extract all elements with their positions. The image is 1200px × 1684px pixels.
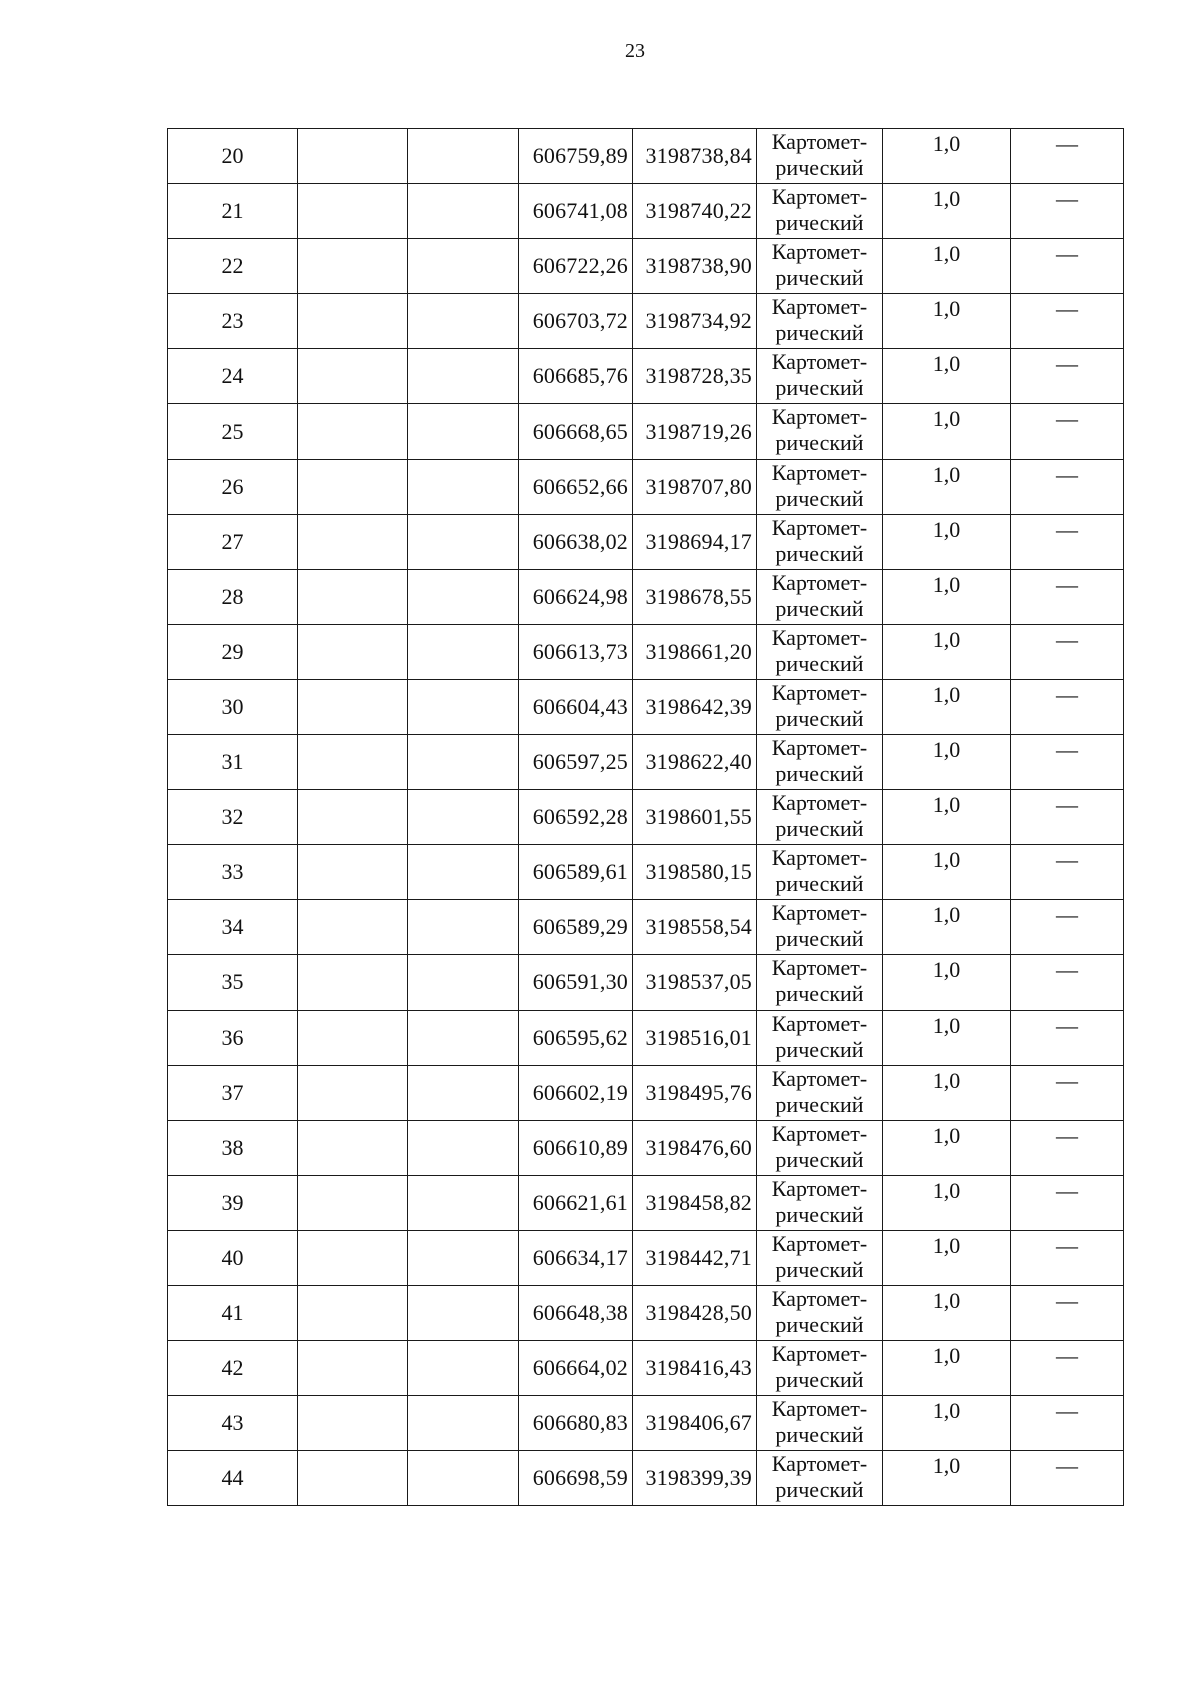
empty-cell (298, 679, 408, 734)
note-cell: — (1011, 1396, 1124, 1451)
table-row (168, 184, 1124, 239)
empty-cell (408, 1451, 519, 1506)
table-row (168, 294, 1124, 349)
empty-cell (408, 569, 519, 624)
accuracy-cell: 1,0 (883, 294, 1011, 349)
x-coordinate-cell: 606589,29 (519, 900, 633, 955)
point-number-cell: 25 (168, 404, 298, 459)
y-coordinate-cell: 3198738,90 (633, 239, 757, 294)
y-coordinate-cell: 3198694,17 (633, 514, 757, 569)
method-cell (757, 514, 883, 569)
empty-cell (408, 184, 519, 239)
empty-cell (298, 404, 408, 459)
accuracy-cell: 1,0 (883, 1230, 1011, 1285)
accuracy-cell: 1,0 (883, 790, 1011, 845)
accuracy-cell: 1,0 (883, 349, 1011, 404)
x-coordinate-cell: 606589,61 (519, 845, 633, 900)
note-cell: — (1011, 679, 1124, 734)
accuracy-cell: 1,0 (883, 1120, 1011, 1175)
accuracy-cell: 1,0 (883, 404, 1011, 459)
table-row (168, 239, 1124, 294)
accuracy-cell: 1,0 (883, 1451, 1011, 1506)
x-coordinate-cell: 606592,28 (519, 790, 633, 845)
note-cell: — (1011, 239, 1124, 294)
method-text-line: рический (775, 1367, 864, 1393)
method-text-line: Картомет- (771, 129, 868, 154)
method-cell (757, 955, 883, 1010)
empty-cell (408, 404, 519, 459)
method-cell (757, 129, 883, 184)
empty-cell (298, 1230, 408, 1285)
method-cell (757, 294, 883, 349)
method-text-line: рический (775, 1256, 864, 1282)
method-text-line: рический (775, 1201, 864, 1227)
x-coordinate-cell: 606613,73 (519, 624, 633, 679)
y-coordinate-cell: 3198558,54 (633, 900, 757, 955)
empty-cell (298, 900, 408, 955)
method-cell (757, 624, 883, 679)
page-number: 23 (625, 40, 645, 62)
coordinates-table (167, 128, 1124, 1506)
note-cell: — (1011, 294, 1124, 349)
x-coordinate-cell: 606624,98 (519, 569, 633, 624)
method-cell (757, 790, 883, 845)
method-text-line: Картомет- (771, 349, 868, 375)
method-cell (757, 1341, 883, 1396)
empty-cell (298, 459, 408, 514)
table-row (168, 735, 1124, 790)
table-row (168, 129, 1124, 184)
table-row (168, 1285, 1124, 1340)
method-text-line: Картомет- (771, 569, 868, 595)
empty-cell (408, 1341, 519, 1396)
x-coordinate-cell: 606621,61 (519, 1175, 633, 1230)
accuracy-cell: 1,0 (883, 735, 1011, 790)
x-coordinate-cell: 606680,83 (519, 1396, 633, 1451)
x-coordinate-cell: 606703,72 (519, 294, 633, 349)
table-row (168, 349, 1124, 404)
empty-cell (298, 790, 408, 845)
method-cell (757, 1065, 883, 1120)
accuracy-cell: 1,0 (883, 955, 1011, 1010)
point-number-cell: 38 (168, 1120, 298, 1175)
y-coordinate-cell: 3198428,50 (633, 1285, 757, 1340)
method-text-line: Картомет- (771, 900, 868, 926)
empty-cell (408, 239, 519, 294)
y-coordinate-cell: 3198516,01 (633, 1010, 757, 1065)
accuracy-cell: 1,0 (883, 1341, 1011, 1396)
method-text-line: рический (775, 1146, 864, 1172)
x-coordinate-cell: 606685,76 (519, 349, 633, 404)
y-coordinate-cell: 3198476,60 (633, 1120, 757, 1175)
method-text-line: рический (775, 1422, 864, 1448)
table-row (168, 514, 1124, 569)
empty-cell (298, 129, 408, 184)
method-text-line: рический (775, 816, 864, 842)
method-text-line: Картомет- (771, 679, 868, 705)
empty-cell (298, 184, 408, 239)
y-coordinate-cell: 3198580,15 (633, 845, 757, 900)
x-coordinate-cell: 606610,89 (519, 1120, 633, 1175)
table-row (168, 459, 1124, 514)
empty-cell (408, 129, 519, 184)
note-cell: — (1011, 514, 1124, 569)
method-text-line: Картомет- (771, 1285, 868, 1311)
x-coordinate-cell: 606652,66 (519, 459, 633, 514)
method-text-line: рический (775, 375, 864, 401)
table-row (168, 900, 1124, 955)
empty-cell (298, 294, 408, 349)
x-coordinate-cell: 606595,62 (519, 1010, 633, 1065)
empty-cell (408, 1010, 519, 1065)
accuracy-cell: 1,0 (883, 184, 1011, 239)
method-text-line: рический (775, 1091, 864, 1117)
empty-cell (298, 1396, 408, 1451)
accuracy-cell: 1,0 (883, 129, 1011, 184)
method-cell (757, 569, 883, 624)
accuracy-cell: 1,0 (883, 900, 1011, 955)
point-number-cell: 41 (168, 1285, 298, 1340)
empty-cell (298, 955, 408, 1010)
x-coordinate-cell: 606668,65 (519, 404, 633, 459)
y-coordinate-cell: 3198738,84 (633, 129, 757, 184)
method-text-line: Картомет- (771, 1341, 868, 1367)
method-text-line: рический (775, 485, 864, 511)
method-cell (757, 845, 883, 900)
x-coordinate-cell: 606664,02 (519, 1341, 633, 1396)
x-coordinate-cell: 606638,02 (519, 514, 633, 569)
empty-cell (408, 294, 519, 349)
note-cell: — (1011, 790, 1124, 845)
method-text-line: Картомет- (771, 955, 868, 981)
empty-cell (298, 735, 408, 790)
empty-cell (408, 1285, 519, 1340)
point-number-cell: 22 (168, 239, 298, 294)
method-text-line: рический (775, 705, 864, 731)
method-text-line: Картомет- (771, 459, 868, 485)
accuracy-cell: 1,0 (883, 1285, 1011, 1340)
empty-cell (408, 1065, 519, 1120)
accuracy-cell: 1,0 (883, 624, 1011, 679)
method-text-line: Картомет- (771, 294, 868, 320)
empty-cell (298, 349, 408, 404)
method-text-line: Картомет- (771, 1230, 868, 1256)
method-cell (757, 404, 883, 459)
accuracy-cell: 1,0 (883, 459, 1011, 514)
note-cell: — (1011, 404, 1124, 459)
point-number-cell: 37 (168, 1065, 298, 1120)
method-cell (757, 679, 883, 734)
note-cell: — (1011, 1065, 1124, 1120)
note-cell: — (1011, 1120, 1124, 1175)
point-number-cell: 39 (168, 1175, 298, 1230)
empty-cell (408, 349, 519, 404)
method-text-line: рический (775, 1036, 864, 1062)
method-text-line: рический (775, 981, 864, 1007)
method-cell (757, 1230, 883, 1285)
y-coordinate-cell: 3198458,82 (633, 1175, 757, 1230)
point-number-cell: 20 (168, 129, 298, 184)
x-coordinate-cell: 606597,25 (519, 735, 633, 790)
empty-cell (408, 900, 519, 955)
point-number-cell: 27 (168, 514, 298, 569)
y-coordinate-cell: 3198678,55 (633, 569, 757, 624)
method-text-line: Картомет- (771, 735, 868, 761)
point-number-cell: 44 (168, 1451, 298, 1506)
method-text-line: Картомет- (771, 1010, 868, 1036)
y-coordinate-cell: 3198622,40 (633, 735, 757, 790)
accuracy-cell: 1,0 (883, 1396, 1011, 1451)
method-text-line: Картомет- (771, 239, 868, 265)
x-coordinate-cell: 606602,19 (519, 1065, 633, 1120)
method-text-line: рический (775, 761, 864, 787)
note-cell: — (1011, 1341, 1124, 1396)
table-row (168, 1230, 1124, 1285)
method-text-line: рический (775, 926, 864, 952)
method-text-line: Картомет- (771, 624, 868, 650)
point-number-cell: 43 (168, 1396, 298, 1451)
method-cell (757, 349, 883, 404)
table-row (168, 404, 1124, 459)
table-row (168, 679, 1124, 734)
note-cell: — (1011, 624, 1124, 679)
empty-cell (408, 1396, 519, 1451)
y-coordinate-cell: 3198719,26 (633, 404, 757, 459)
method-cell (757, 1451, 883, 1506)
accuracy-cell: 1,0 (883, 1010, 1011, 1065)
empty-cell (408, 1230, 519, 1285)
accuracy-cell: 1,0 (883, 1065, 1011, 1120)
empty-cell (408, 679, 519, 734)
x-coordinate-cell: 606722,26 (519, 239, 633, 294)
y-coordinate-cell: 3198442,71 (633, 1230, 757, 1285)
note-cell: — (1011, 1285, 1124, 1340)
empty-cell (408, 845, 519, 900)
method-cell (757, 459, 883, 514)
note-cell: — (1011, 955, 1124, 1010)
empty-cell (298, 1120, 408, 1175)
empty-cell (298, 239, 408, 294)
point-number-cell: 31 (168, 735, 298, 790)
note-cell: — (1011, 1175, 1124, 1230)
y-coordinate-cell: 3198537,05 (633, 955, 757, 1010)
y-coordinate-cell: 3198707,80 (633, 459, 757, 514)
empty-cell (298, 514, 408, 569)
point-number-cell: 34 (168, 900, 298, 955)
table-body (168, 129, 1124, 1506)
empty-cell (298, 1175, 408, 1230)
point-number-cell: 40 (168, 1230, 298, 1285)
x-coordinate-cell: 606634,17 (519, 1230, 633, 1285)
empty-cell (298, 1285, 408, 1340)
point-number-cell: 21 (168, 184, 298, 239)
point-number-cell: 30 (168, 679, 298, 734)
table-row (168, 1065, 1124, 1120)
point-number-cell: 33 (168, 845, 298, 900)
point-number-cell: 32 (168, 790, 298, 845)
x-coordinate-cell: 606648,38 (519, 1285, 633, 1340)
x-coordinate-cell: 606698,59 (519, 1451, 633, 1506)
method-text-line: рический (775, 265, 864, 291)
method-text-line: рический (775, 650, 864, 676)
x-coordinate-cell: 606591,30 (519, 955, 633, 1010)
method-text-line: Картомет- (771, 1175, 868, 1201)
note-cell: — (1011, 184, 1124, 239)
method-text-line: рический (775, 871, 864, 897)
table-row (168, 1175, 1124, 1230)
method-cell (757, 1120, 883, 1175)
method-cell (757, 1396, 883, 1451)
method-text-line: рический (775, 210, 864, 236)
empty-cell (408, 1120, 519, 1175)
accuracy-cell: 1,0 (883, 845, 1011, 900)
y-coordinate-cell: 3198406,67 (633, 1396, 757, 1451)
table-row (168, 1010, 1124, 1065)
empty-cell (298, 1010, 408, 1065)
empty-cell (408, 624, 519, 679)
note-cell: — (1011, 1010, 1124, 1065)
table-row (168, 790, 1124, 845)
point-number-cell: 42 (168, 1341, 298, 1396)
accuracy-cell: 1,0 (883, 679, 1011, 734)
point-number-cell: 28 (168, 569, 298, 624)
y-coordinate-cell: 3198601,55 (633, 790, 757, 845)
note-cell: — (1011, 735, 1124, 790)
table-row (168, 1451, 1124, 1506)
accuracy-cell: 1,0 (883, 1175, 1011, 1230)
method-text-line: Картомет- (771, 514, 868, 540)
method-text-line: Картомет- (771, 790, 868, 816)
empty-cell (408, 735, 519, 790)
method-text-line: Картомет- (771, 1451, 868, 1477)
point-number-cell: 23 (168, 294, 298, 349)
y-coordinate-cell: 3198399,39 (633, 1451, 757, 1506)
method-cell (757, 1175, 883, 1230)
method-text-line: рический (775, 155, 864, 180)
note-cell: — (1011, 1451, 1124, 1506)
table-row (168, 1120, 1124, 1175)
note-cell: — (1011, 845, 1124, 900)
table-row (168, 569, 1124, 624)
accuracy-cell: 1,0 (883, 569, 1011, 624)
table-row (168, 1341, 1124, 1396)
method-text-line: рический (775, 320, 864, 346)
method-text-line: рический (775, 430, 864, 456)
empty-cell (298, 624, 408, 679)
method-text-line: Картомет- (771, 404, 868, 430)
point-number-cell: 35 (168, 955, 298, 1010)
x-coordinate-cell: 606741,08 (519, 184, 633, 239)
empty-cell (408, 790, 519, 845)
empty-cell (408, 459, 519, 514)
method-cell (757, 1010, 883, 1065)
empty-cell (298, 1065, 408, 1120)
empty-cell (298, 1451, 408, 1506)
method-text-line: Картомет- (771, 845, 868, 871)
y-coordinate-cell: 3198642,39 (633, 679, 757, 734)
y-coordinate-cell: 3198416,43 (633, 1341, 757, 1396)
method-text-line: Картомет- (771, 1396, 868, 1422)
empty-cell (298, 569, 408, 624)
method-cell (757, 900, 883, 955)
empty-cell (408, 514, 519, 569)
empty-cell (298, 845, 408, 900)
accuracy-cell: 1,0 (883, 514, 1011, 569)
point-number-cell: 26 (168, 459, 298, 514)
table-row (168, 845, 1124, 900)
table-row (168, 955, 1124, 1010)
method-cell (757, 184, 883, 239)
method-text-line: Картомет- (771, 184, 868, 210)
note-cell: — (1011, 459, 1124, 514)
method-cell (757, 1285, 883, 1340)
x-coordinate-cell: 606759,89 (519, 129, 633, 184)
method-text-line: рический (775, 540, 864, 566)
method-text-line: рический (775, 595, 864, 621)
x-coordinate-cell: 606604,43 (519, 679, 633, 734)
point-number-cell: 36 (168, 1010, 298, 1065)
method-text-line: рический (775, 1311, 864, 1337)
method-text-line: Картомет- (771, 1120, 868, 1146)
point-number-cell: 24 (168, 349, 298, 404)
accuracy-cell: 1,0 (883, 239, 1011, 294)
note-cell: — (1011, 129, 1124, 184)
empty-cell (408, 955, 519, 1010)
point-number-cell: 29 (168, 624, 298, 679)
y-coordinate-cell: 3198734,92 (633, 294, 757, 349)
table-row (168, 1396, 1124, 1451)
empty-cell (298, 1341, 408, 1396)
table-row (168, 624, 1124, 679)
note-cell: — (1011, 569, 1124, 624)
note-cell: — (1011, 900, 1124, 955)
method-text-line: рический (775, 1477, 864, 1503)
note-cell: — (1011, 349, 1124, 404)
method-text-line: Картомет- (771, 1065, 868, 1091)
method-cell (757, 239, 883, 294)
y-coordinate-cell: 3198740,22 (633, 184, 757, 239)
y-coordinate-cell: 3198495,76 (633, 1065, 757, 1120)
note-cell: — (1011, 1230, 1124, 1285)
y-coordinate-cell: 3198661,20 (633, 624, 757, 679)
method-cell (757, 735, 883, 790)
y-coordinate-cell: 3198728,35 (633, 349, 757, 404)
empty-cell (408, 1175, 519, 1230)
